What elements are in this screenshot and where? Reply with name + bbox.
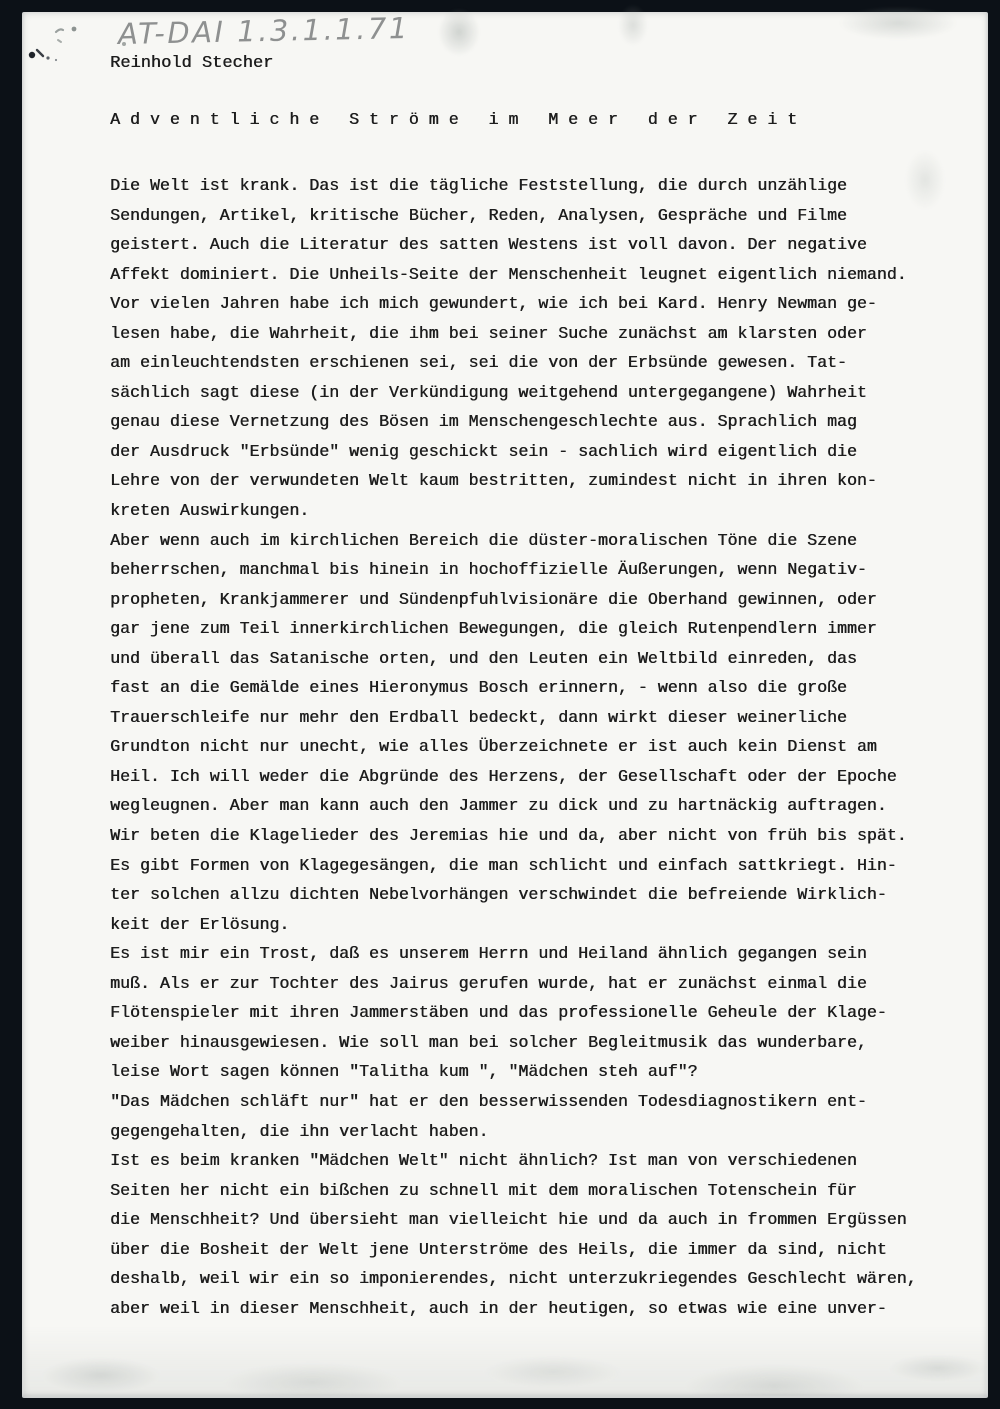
body-line: lesen habe, die Wahrheit, die ihm bei seiner Suche zunächst am klarsten oder	[110, 323, 867, 343]
document-body	[110, 171, 970, 1323]
body-line: Seiten her nicht ein bißchen zu schnell mit dem moralischen Totenschein für	[110, 1180, 857, 1200]
body-line: und überall das Satanische orten, und den Leuten ein Weltbild einreden, das	[110, 648, 857, 668]
body-line: fast an die Gemälde eines Hieronymus Bosch erinnern, - wenn also die große	[110, 678, 847, 698]
body-line: Lehre von der verwundeten Welt kaum bestritten, zumindest nicht in ihren kon-	[110, 471, 877, 491]
body-line: geistert. Auch die Literatur des satten Westens ist voll davon. Der negative	[110, 235, 867, 255]
pencil-mark	[52, 22, 84, 46]
body-line: Flötenspieler mit ihren Jammerstäben und das professionelle Geheule der Klage-	[110, 1003, 887, 1023]
author-line: Reinhold Stecher	[110, 54, 274, 73]
body-line: "Das Mädchen schläft nur" hat er den besserwissenden Todesdiagnostikern ent-	[110, 1091, 867, 1111]
body-line: gegengehalten, die ihn verlacht haben.	[110, 1121, 489, 1141]
body-line: Sendungen, Artikel, kritische Bücher, Reden, Analysen, Gespräche und Filme	[110, 205, 847, 225]
body-line: Heil. Ich will weder die Abgründe des Herzens, der Gesellschaft oder der Epoche	[110, 766, 897, 786]
body-line: weiber hinausgewiesen. Wie soll man bei solcher Begleitmusik das wunderbare,	[110, 1032, 867, 1052]
body-line: beherrschen, manchmal bis hinein in hochoffizielle Äußerungen, wenn Negativ-	[110, 560, 867, 580]
body-line: Trauerschleife nur mehr den Erdball bedeckt, dann wirkt dieser weinerliche	[110, 707, 847, 727]
body-line: aber weil in dieser Menschheit, auch in der heutigen, so etwas wie eine unver-	[110, 1298, 887, 1318]
body-line: Aber wenn auch im kirchlichen Bereich die düster-moralischen Töne die Szene	[110, 530, 857, 550]
body-line: keit der Erlösung.	[110, 914, 290, 934]
body-line: wegleugnen. Aber man kann auch den Jammer zu dick und zu hartnäckig auftragen.	[110, 796, 887, 816]
body-line: kreten Auswirkungen.	[110, 501, 310, 521]
body-line: Es gibt Formen von Klagegesängen, die man schlicht und einfach sattkriegt. Hin-	[110, 855, 897, 875]
body-line: Grundton nicht nur unecht, wie alles Überzeichnete er ist auch kein Dienst am	[110, 737, 877, 757]
body-line: deshalb, weil wir ein so imponierendes, nicht unterzukriegendes Geschlecht wären,	[110, 1269, 917, 1289]
body-line: Vor vielen Jahren habe ich mich gewundert, wie ich bei Kard. Henry Newman ge-	[110, 294, 877, 314]
body-line: Affekt dominiert. Die Unheils-Seite der Menschenheit leugnet eigentlich niemand.	[110, 264, 907, 284]
body-line: über die Bosheit der Welt jene Unterströme des Heils, die immer da sind, nicht	[110, 1239, 887, 1259]
body-line: Es ist mir ein Trost, daß es unserem Herrn und Heiland ähnlich gegangen sein	[110, 944, 867, 964]
body-line: der Ausdruck "Erbsünde" wenig geschickt sein - sachlich wird eigentlich die	[110, 441, 857, 461]
document-title: A d v e n t l i c h e S t r ö m e i m M e e r d e r Z e i t	[110, 110, 798, 129]
body-line: Wir beten die Klagelieder des Jeremias hie und da, aber nicht von früh bis spät.	[110, 826, 907, 846]
body-line: Ist es beim kranken "Mädchen Welt" nicht ähnlich? Ist man von verschiedenen	[110, 1151, 857, 1171]
ink-speck	[24, 44, 64, 66]
body-line: muß. Als er zur Tochter des Jairus gerufen wurde, hat er zunächst einmal die	[110, 973, 867, 993]
body-line: leise Wort sagen können "Talitha kum ", "Mädchen steh auf"?	[110, 1062, 698, 1082]
body-line: genau diese Vernetzung des Bösen im Menschengeschlechte aus. Sprachlich mag	[110, 412, 857, 432]
body-line: sächlich sagt diese (in der Verkündigung weitgehend untergegangene) Wahrheit	[110, 382, 867, 402]
body-line: am einleuchtendsten erschienen sei, sei die von der Erbsünde gewesen. Tat-	[110, 353, 847, 373]
body-line: ter solchen allzu dichten Nebelvorhängen verschwindet die befreiende Wirklich-	[110, 885, 887, 905]
body-line: gar jene zum Teil innerkirchlichen Bewegungen, die gleich Rutenpendlern immer	[110, 619, 877, 639]
body-line: Die Welt ist krank. Das ist die tägliche Feststellung, die durch unzählige	[110, 176, 847, 195]
handwritten-archive-reference: AT-DAI 1.3.1.1.71	[117, 10, 411, 52]
body-line: die Menschheit? Und übersieht man vielleicht hie und da auch in frommen Ergüssen	[110, 1210, 907, 1230]
body-line: propheten, Krankjammerer und Sündenpfuhlvisionäre die Oberhand gewinnen, oder	[110, 589, 877, 609]
